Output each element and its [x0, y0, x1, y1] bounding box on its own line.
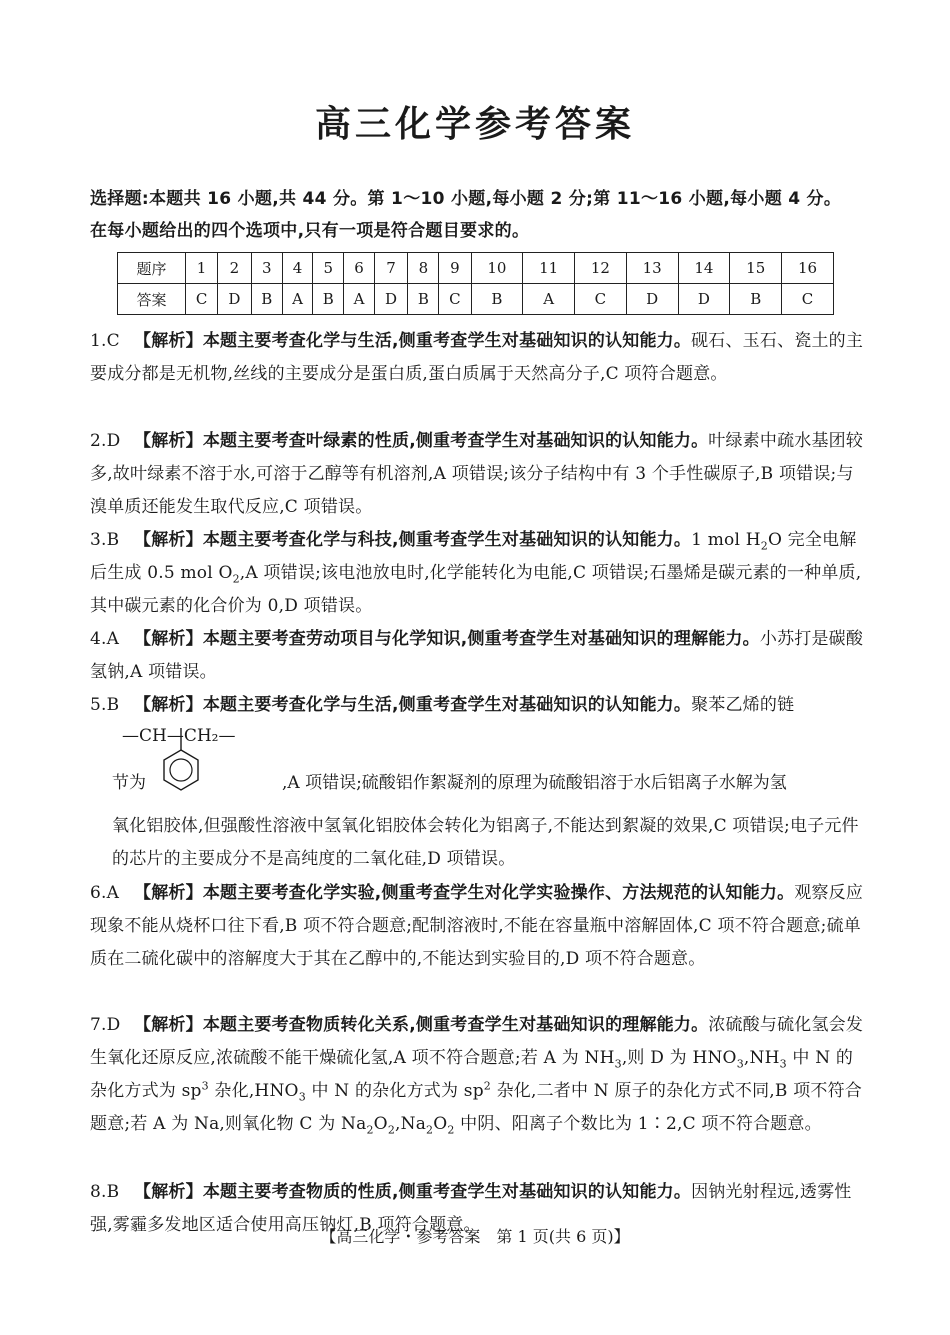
table-cell: 10 — [471, 253, 523, 284]
table-cell: B — [251, 284, 282, 315]
table-cell: 9 — [439, 253, 471, 284]
question-body: 聚苯乙烯的链 — [691, 695, 795, 715]
question-body: 因钠光射程远,透雾性强,雾霾多发地区适合使用高压钠灯,B 项符合题意。 — [90, 1182, 852, 1235]
question-body: 砚石、玉石、瓷土的主要成分都是无机物,丝线的主要成分是蛋白质,蛋白质属于天然高分子,C 项符合题意。 — [90, 331, 864, 384]
subscript: 3 — [614, 1057, 622, 1071]
question-number: 8.B — [90, 1182, 120, 1202]
question-lead: 本题主要考查物质转化关系,侧重考查学生对基础知识的理解能力。 — [202, 1015, 709, 1035]
table-cell: D — [678, 284, 730, 315]
question-1-explanation — [90, 325, 865, 391]
question-7-explanation — [90, 1009, 865, 1141]
page-title: 高三化学参考答案 — [314, 104, 635, 145]
superscript: 3 — [201, 1079, 209, 1093]
question-lead: 本题主要考查化学与科技,侧重考查学生对基础知识的认知能力。 — [202, 530, 692, 550]
table-cell: B — [471, 284, 523, 315]
question-number: 6.A — [90, 883, 120, 903]
structure-prefix: 节为 — [112, 773, 146, 793]
table-cell: 14 — [678, 253, 730, 284]
intro-line-2: 在每小题给出的四个选项中,只有一项是符合题目要求的。 — [90, 221, 530, 241]
table-cell: 7 — [374, 253, 408, 284]
analysis-tag: 【解析】 — [134, 1182, 203, 1202]
question-number: 7.D — [90, 1015, 121, 1035]
question-body-part: ,则 D 为 HNO — [621, 1048, 737, 1068]
table-cell: C — [782, 284, 834, 315]
table-cell: 8 — [408, 253, 439, 284]
subscript: 2 — [366, 1123, 374, 1137]
analysis-tag: 【解析】 — [134, 629, 203, 649]
table-cell: C — [575, 284, 627, 315]
section-intro — [90, 183, 870, 247]
table-header-cell: 答案 — [118, 284, 186, 315]
table-cell: 11 — [523, 253, 575, 284]
answer-table-number-row — [118, 253, 834, 284]
question-2-explanation — [90, 425, 865, 524]
analysis-tag: 【解析】 — [134, 530, 203, 550]
subscript: 3 — [779, 1057, 787, 1071]
question-number: 3.B — [90, 530, 120, 550]
table-cell: B — [730, 284, 782, 315]
subscript: 2 — [447, 1123, 455, 1137]
question-number: 1.C — [90, 331, 120, 351]
analysis-tag: 【解析】 — [134, 695, 203, 715]
table-cell: 15 — [730, 253, 782, 284]
table-cell: C — [439, 284, 471, 315]
table-cell: B — [313, 284, 344, 315]
table-cell: 16 — [782, 253, 834, 284]
question-3-explanation — [90, 524, 865, 623]
page-footer: 【高三化学・参考答案 第 1 页(共 6 页)】 — [320, 1227, 630, 1246]
question-body-part: O — [433, 1114, 448, 1134]
subscript: 3 — [736, 1057, 744, 1071]
analysis-tag: 【解析】 — [134, 883, 203, 903]
table-cell: B — [408, 284, 439, 315]
answer-table — [117, 252, 834, 315]
polymer-structure-row — [112, 760, 872, 810]
table-cell: D — [374, 284, 408, 315]
intro-line-1: 选择题:本题共 16 小题,共 44 分。第 1～10 小题,每小题 2 分;第 11～16 小题,每小题 4 分。 — [90, 189, 842, 209]
table-cell: A — [344, 284, 375, 315]
question-lead: 本题主要考查化学与生活,侧重考查学生对基础知识的认知能力。 — [202, 695, 692, 715]
table-cell: A — [523, 284, 575, 315]
question-body-part: 浓硫酸与硫化氢会发生氧化还原反应,浓硫酸不能干燥硫化氢,A 项不符合题意;若 A 为 NH — [90, 1015, 864, 1068]
table-cell: 1 — [186, 253, 218, 284]
question-body-part: ,Na — [395, 1114, 427, 1134]
question-lead: 本题主要考查劳动项目与化学知识,侧重考查学生对基础知识的理解能力。 — [202, 629, 760, 649]
table-cell: D — [626, 284, 678, 315]
table-cell: 4 — [282, 253, 313, 284]
question-6-explanation — [90, 877, 865, 976]
question-number: 5.B — [90, 695, 120, 715]
table-cell: 5 — [313, 253, 344, 284]
answer-table-answer-row — [118, 284, 834, 315]
superscript: 2 — [483, 1079, 491, 1093]
question-5-continued: 氧化铝胶体,但强酸性溶液中氢氧化铝胶体会转化为铝离子,不能达到絮凝的效果,C 项错误;电子元件的芯片的主要成分不是高纯度的二氧化硅,D 项错误。 — [112, 816, 859, 869]
question-body: 叶绿素中疏水基团较多,故叶绿素不溶于水,可溶于乙醇等有机溶剂,A 项错误;该分子结构中有 3 个手性碳原子,B 项错误;与溴单质还能发生取代反应,C 项错误。 — [90, 431, 864, 517]
table-cell: D — [218, 284, 252, 315]
table-cell: 13 — [626, 253, 678, 284]
analysis-tag: 【解析】 — [134, 331, 203, 351]
table-cell: 12 — [575, 253, 627, 284]
question-body-part: 杂化,HNO — [208, 1081, 299, 1101]
table-cell: A — [282, 284, 313, 315]
question-body: 观察反应现象不能从烧杯口往下看,B 项不符合题意;配制溶液时,不能在容量瓶中溶解固体,C 项不符合题意;硫单质在二硫化碳中的溶解度大于其在乙醇中的,不能达到实验目的,D 项不符合题意。 — [90, 883, 864, 969]
table-cell: 2 — [218, 253, 252, 284]
question-body-part: 1 mol H — [691, 530, 761, 550]
analysis-tag: 【解析】 — [134, 431, 203, 451]
subscript: 2 — [426, 1123, 434, 1137]
benzene-ring-icon — [156, 728, 206, 808]
question-number: 2.D — [90, 431, 121, 451]
question-body-part: O — [373, 1114, 388, 1134]
analysis-tag: 【解析】 — [134, 1015, 203, 1035]
question-lead: 本题主要考查物质的性质,侧重考查学生对基础知识的认知能力。 — [202, 1182, 692, 1202]
question-lead: 本题主要考查化学与生活,侧重考查学生对基础知识的认知能力。 — [202, 331, 692, 351]
question-5-explanation — [90, 689, 865, 722]
question-number: 4.A — [90, 629, 120, 649]
question-body-part: 中 N 的杂化方式为 sp — [90, 1048, 854, 1101]
polymer-chain-formula: —CH—CH₂— — [122, 726, 236, 746]
table-header-cell: 题序 — [118, 253, 186, 284]
question-body: ,A 项错误;硫酸铝作絮凝剂的原理为硫酸铝溶于水后铝离子水解为氢 — [282, 773, 787, 793]
question-lead: 本题主要考查叶绿素的性质,侧重考查学生对基础知识的认知能力。 — [202, 431, 709, 451]
subscript: 2 — [387, 1123, 396, 1137]
question-body-part: 中 N 的杂化方式为 sp — [305, 1081, 484, 1101]
table-cell: 3 — [251, 253, 282, 284]
question-body-part: ,NH — [743, 1048, 780, 1068]
question-body-part: O 完全电解后生成 0.5 mol O — [90, 530, 857, 583]
subscript: 2 — [760, 539, 768, 553]
question-4-explanation — [90, 623, 865, 689]
question-body-part: ,A 项错误;该电池放电时,化学能转化为电能,C 项错误;石墨烯是碳元素的一种单质,其中碳元素的化合价为 0,D 项错误。 — [90, 563, 862, 616]
question-body: 小苏打是碳酸氢钠,A 项错误。 — [90, 629, 864, 682]
question-body-part: 杂化,二者中 N 原子的杂化方式不同,B 项不符合题意;若 A 为 Na,则氧化物 C 为 Na — [90, 1081, 862, 1134]
table-cell: 6 — [344, 253, 375, 284]
table-cell: C — [186, 284, 218, 315]
question-lead: 本题主要考查化学实验,侧重考查学生对化学实验操作、方法规范的认知能力。 — [202, 883, 795, 903]
question-body-part: 中阴、阳离子个数比为 1∶2,C 项不符合题意。 — [454, 1114, 822, 1134]
subscript: 2 — [232, 572, 240, 586]
subscript: 3 — [298, 1090, 306, 1104]
